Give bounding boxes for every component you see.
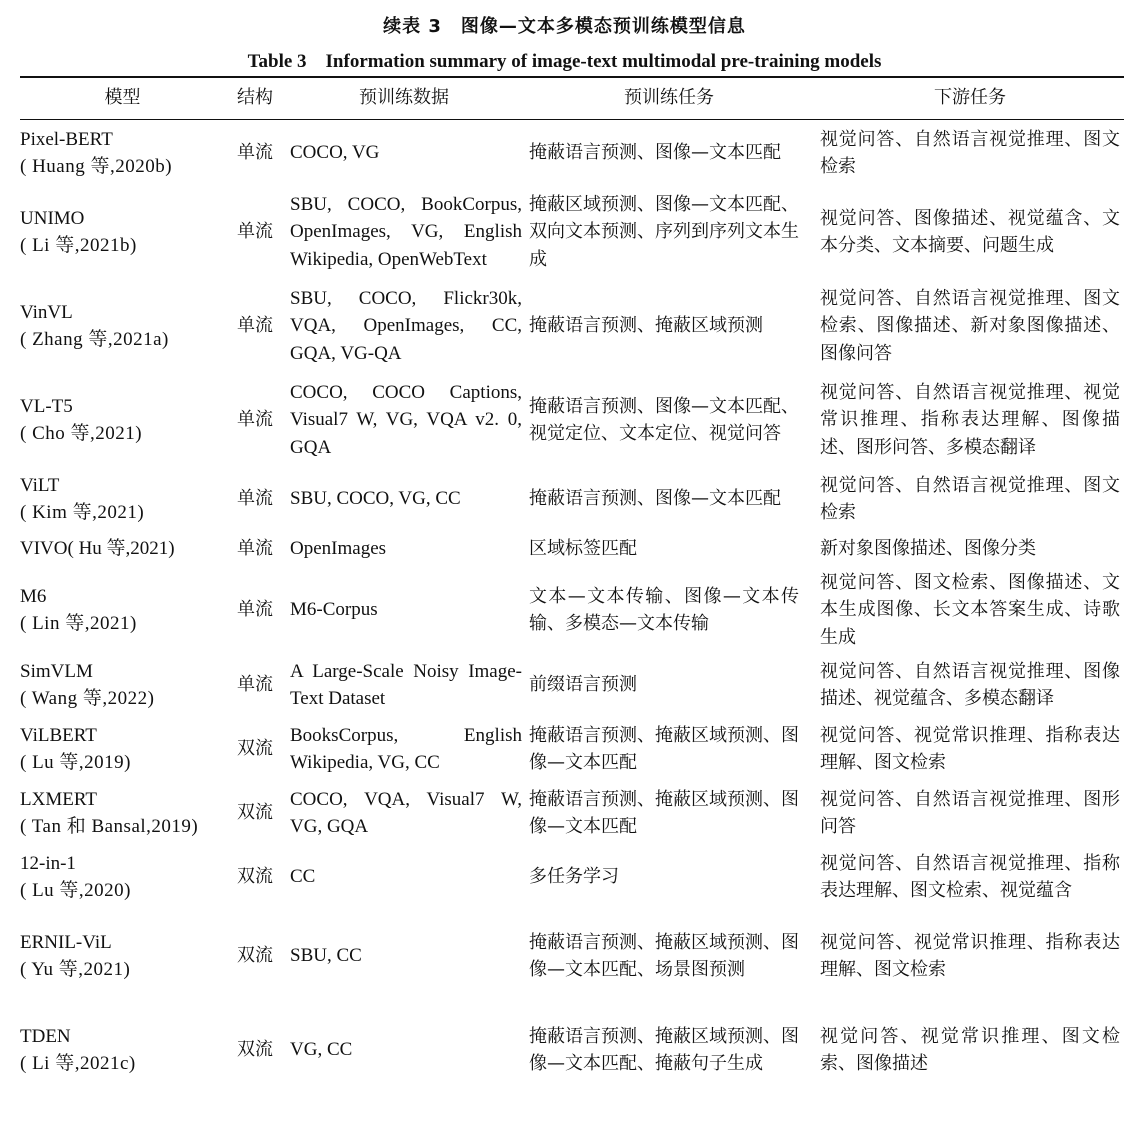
model-reference: ( Zhang 等,2021a) xyxy=(20,329,169,350)
architecture-value: 单流 xyxy=(237,221,273,243)
model-name: LXMERT xyxy=(20,788,97,810)
table-row xyxy=(0,534,1129,564)
model-name: TDEN xyxy=(20,1025,71,1047)
table-caption-cn: 续表 3 图像—文本多模态预训练模型信息 xyxy=(383,16,746,37)
cell-downstream-tasks xyxy=(820,282,1120,370)
header-pretraining-tasks: 预训练任务 xyxy=(624,87,714,108)
cell-pretraining-tasks xyxy=(529,1006,799,1094)
table-header-rule xyxy=(20,119,1124,120)
downstream-tasks-value: 视觉问答、自然语言视觉推理、图形问答 xyxy=(820,788,1120,837)
cell-model xyxy=(20,188,230,276)
cell-architecture xyxy=(237,282,283,370)
pretraining-tasks-value: 掩蔽语言预测、掩蔽区域预测、图像—文本匹配 xyxy=(529,724,799,773)
cell-downstream-tasks xyxy=(820,848,1120,906)
model-name: ERNIL-ViL xyxy=(20,931,112,953)
pretraining-data-value: COCO, COCO Captions, Visual7 W, VG, VQA v2. 0, GQA xyxy=(290,381,522,458)
header-architecture: 结构 xyxy=(237,87,273,108)
model-name: VIVO( Hu 等,2021) xyxy=(20,538,175,560)
pretraining-data-value: SBU, COCO, VG, CC xyxy=(290,488,461,510)
model-reference: ( Yu 等,2021) xyxy=(20,959,131,980)
model-name: VinVL xyxy=(20,301,73,323)
cell-pretraining-data xyxy=(290,656,522,714)
cell-pretraining-data xyxy=(290,570,522,650)
cell-architecture xyxy=(237,534,283,564)
architecture-value: 双流 xyxy=(237,738,273,760)
pretraining-data-value: COCO, VG xyxy=(290,142,380,164)
cell-downstream-tasks xyxy=(820,656,1120,714)
model-reference: ( Lu 等,2020) xyxy=(20,880,132,901)
model-name: Pixel-BERT xyxy=(20,128,113,150)
architecture-value: 单流 xyxy=(237,315,273,337)
cell-architecture xyxy=(237,124,283,182)
downstream-tasks-value: 视觉问答、视觉常识推理、指称表达理解、图文检索 xyxy=(820,931,1120,980)
cell-pretraining-data xyxy=(290,912,522,1000)
architecture-value: 单流 xyxy=(237,142,273,164)
model-reference: ( Huang 等,2020b) xyxy=(20,156,173,177)
model-name: M6 xyxy=(20,585,47,607)
cell-pretraining-data xyxy=(290,784,522,842)
model-reference: ( Tan 和 Bansal,2019) xyxy=(20,816,199,837)
pretraining-tasks-value: 掩蔽语言预测、掩蔽区域预测、图像—文本匹配、场景图预测 xyxy=(529,931,799,980)
cell-model xyxy=(20,282,230,370)
model-reference: ( Cho 等,2021) xyxy=(20,423,143,444)
downstream-tasks-value: 视觉问答、视觉常识推理、图文检索、图像描述 xyxy=(820,1025,1120,1074)
pretraining-data-value: M6-Corpus xyxy=(290,599,378,621)
model-name: UNIMO xyxy=(20,207,85,229)
cell-pretraining-tasks xyxy=(529,848,799,906)
architecture-value: 双流 xyxy=(237,1039,273,1061)
pretraining-data-value: CC xyxy=(290,866,316,888)
downstream-tasks-value: 视觉问答、自然语言视觉推理、视觉常识推理、指称表达理解、图像描述、图形问答、多模态翻译 xyxy=(820,381,1120,458)
cell-model xyxy=(20,1006,230,1094)
cell-architecture xyxy=(237,376,283,464)
pretraining-data-value: SBU, COCO, BookCorpus, OpenImages, VG, English Wikipedia, OpenWebText xyxy=(290,193,522,270)
cell-downstream-tasks xyxy=(820,188,1120,276)
cell-pretraining-tasks xyxy=(529,376,799,464)
cell-architecture xyxy=(237,720,283,778)
cell-model xyxy=(20,470,230,528)
model-reference: ( Lu 等,2019) xyxy=(20,752,132,773)
cell-model xyxy=(20,534,230,564)
cell-downstream-tasks xyxy=(820,720,1120,778)
architecture-value: 单流 xyxy=(237,599,273,621)
pretraining-tasks-value: 掩蔽语言预测、图像—文本匹配 xyxy=(529,142,781,164)
cell-pretraining-data xyxy=(290,282,522,370)
cell-pretraining-data xyxy=(290,376,522,464)
pretraining-tasks-value: 掩蔽区域预测、图像—文本匹配、双向文本预测、序列到序列文本生成 xyxy=(529,193,799,270)
table-row xyxy=(0,720,1129,778)
pretraining-data-value: VG, CC xyxy=(290,1039,353,1061)
cell-downstream-tasks xyxy=(820,376,1120,464)
cell-architecture xyxy=(237,470,283,528)
table-row xyxy=(0,470,1129,528)
downstream-tasks-value: 视觉问答、自然语言视觉推理、图文检索 xyxy=(820,128,1120,177)
cell-downstream-tasks xyxy=(820,912,1120,1000)
table-row xyxy=(0,656,1129,714)
cell-architecture xyxy=(237,656,283,714)
header-model: 模型 xyxy=(104,87,141,108)
cell-pretraining-tasks xyxy=(529,282,799,370)
architecture-value: 双流 xyxy=(237,866,273,888)
model-name: 12-in-1 xyxy=(20,852,76,874)
cell-architecture xyxy=(237,848,283,906)
table-header-row xyxy=(0,78,1129,119)
pretraining-data-value: OpenImages xyxy=(290,538,387,560)
table-row xyxy=(0,124,1129,182)
cell-downstream-tasks xyxy=(820,570,1120,650)
table-row xyxy=(0,282,1129,370)
downstream-tasks-value: 视觉问答、图像描述、视觉蕴含、文本分类、文本摘要、问题生成 xyxy=(820,207,1120,256)
cell-model xyxy=(20,376,230,464)
cell-model xyxy=(20,570,230,650)
architecture-value: 单流 xyxy=(237,674,273,696)
architecture-value: 单流 xyxy=(237,538,273,560)
cell-pretraining-data xyxy=(290,720,522,778)
pretraining-tasks-value: 掩蔽语言预测、图像—文本匹配 xyxy=(529,488,781,510)
cell-downstream-tasks xyxy=(820,1006,1120,1094)
downstream-tasks-value: 视觉问答、自然语言视觉推理、图像描述、视觉蕴含、多模态翻译 xyxy=(820,660,1120,709)
model-name: VL-T5 xyxy=(20,395,73,417)
cell-model xyxy=(20,784,230,842)
cell-pretraining-tasks xyxy=(529,188,799,276)
cell-pretraining-tasks xyxy=(529,720,799,778)
table-caption-en: Table 3 Information summary of image-text multimodal pre-training models xyxy=(247,51,882,72)
model-name: ViLBERT xyxy=(20,724,97,746)
downstream-tasks-value: 视觉问答、自然语言视觉推理、图文检索、图像描述、新对象图像描述、图像问答 xyxy=(820,287,1120,364)
pretraining-tasks-value: 区域标签匹配 xyxy=(529,538,637,560)
cell-model xyxy=(20,720,230,778)
architecture-value: 单流 xyxy=(237,409,273,431)
cell-pretraining-data xyxy=(290,848,522,906)
table-row xyxy=(0,912,1129,1000)
pretraining-tasks-value: 前缀语言预测 xyxy=(529,674,637,696)
cell-architecture xyxy=(237,784,283,842)
cell-pretraining-tasks xyxy=(529,912,799,1000)
cell-model xyxy=(20,124,230,182)
downstream-tasks-value: 视觉问答、视觉常识推理、指称表达理解、图文检索 xyxy=(820,724,1120,773)
table-row xyxy=(0,188,1129,276)
cell-pretraining-data xyxy=(290,188,522,276)
table-row xyxy=(0,570,1129,650)
pretraining-data-value: COCO, VQA, Visual7 W, VG, GQA xyxy=(290,788,522,837)
architecture-value: 双流 xyxy=(237,945,273,967)
cell-downstream-tasks xyxy=(820,784,1120,842)
model-reference: ( Kim 等,2021) xyxy=(20,502,145,523)
cell-downstream-tasks xyxy=(820,470,1120,528)
pretraining-tasks-value: 掩蔽语言预测、掩蔽区域预测、图像—文本匹配、掩蔽句子生成 xyxy=(529,1025,799,1074)
model-reference: ( Lin 等,2021) xyxy=(20,613,137,634)
pretraining-data-value: SBU, COCO, Flickr30k, VQA, OpenImages, CC, GQA, VG-QA xyxy=(290,287,522,364)
architecture-value: 单流 xyxy=(237,488,273,510)
model-name: ViLT xyxy=(20,474,60,496)
cell-pretraining-data xyxy=(290,470,522,528)
cell-pretraining-tasks xyxy=(529,570,799,650)
pretraining-tasks-value: 掩蔽语言预测、掩蔽区域预测 xyxy=(529,315,763,337)
header-downstream-tasks: 下游任务 xyxy=(934,87,1006,108)
cell-pretraining-data xyxy=(290,1006,522,1094)
table-row xyxy=(0,848,1129,906)
pretraining-tasks-value: 多任务学习 xyxy=(529,866,619,888)
pretraining-tasks-value: 掩蔽语言预测、掩蔽区域预测、图像—文本匹配 xyxy=(529,788,799,837)
cell-downstream-tasks xyxy=(820,124,1120,182)
downstream-tasks-value: 视觉问答、图文检索、图像描述、文本生成图像、长文本答案生成、诗歌生成 xyxy=(820,571,1120,648)
table-row xyxy=(0,376,1129,464)
pretraining-tasks-value: 掩蔽语言预测、图像—文本匹配、视觉定位、文本定位、视觉问答 xyxy=(529,395,799,444)
downstream-tasks-value: 视觉问答、自然语言视觉推理、图文检索 xyxy=(820,474,1120,523)
cell-pretraining-tasks xyxy=(529,784,799,842)
downstream-tasks-value: 视觉问答、自然语言视觉推理、指称表达理解、图文检索、视觉蕴含 xyxy=(820,852,1120,901)
model-reference: ( Li 等,2021c) xyxy=(20,1053,136,1074)
model-name: SimVLM xyxy=(20,660,93,682)
cell-pretraining-tasks xyxy=(529,656,799,714)
pretraining-tasks-value: 文本—文本传输、图像—文本传输、多模态—文本传输 xyxy=(529,585,799,634)
model-reference: ( Li 等,2021b) xyxy=(20,235,137,256)
cell-architecture xyxy=(237,1006,283,1094)
cell-model xyxy=(20,848,230,906)
table-row xyxy=(0,1006,1129,1094)
cell-downstream-tasks xyxy=(820,534,1120,564)
pretraining-data-value: A Large-Scale Noisy Image-Text Dataset xyxy=(290,660,522,709)
cell-pretraining-tasks xyxy=(529,534,799,564)
downstream-tasks-value: 新对象图像描述、图像分类 xyxy=(820,538,1036,560)
cell-architecture xyxy=(237,912,283,1000)
table-body xyxy=(0,124,1129,1100)
cell-architecture xyxy=(237,188,283,276)
model-reference: ( Wang 等,2022) xyxy=(20,688,155,709)
cell-pretraining-data xyxy=(290,534,522,564)
cell-pretraining-data xyxy=(290,124,522,182)
pretraining-data-value: SBU, CC xyxy=(290,945,362,967)
header-pretraining-data: 预训练数据 xyxy=(359,87,449,108)
cell-model xyxy=(20,912,230,1000)
architecture-value: 双流 xyxy=(237,802,273,824)
cell-pretraining-tasks xyxy=(529,124,799,182)
cell-pretraining-tasks xyxy=(529,470,799,528)
pretraining-data-value: BooksCorpus, English Wikipedia, VG, CC xyxy=(290,724,522,773)
cell-architecture xyxy=(237,570,283,650)
table-row xyxy=(0,784,1129,842)
cell-model xyxy=(20,656,230,714)
